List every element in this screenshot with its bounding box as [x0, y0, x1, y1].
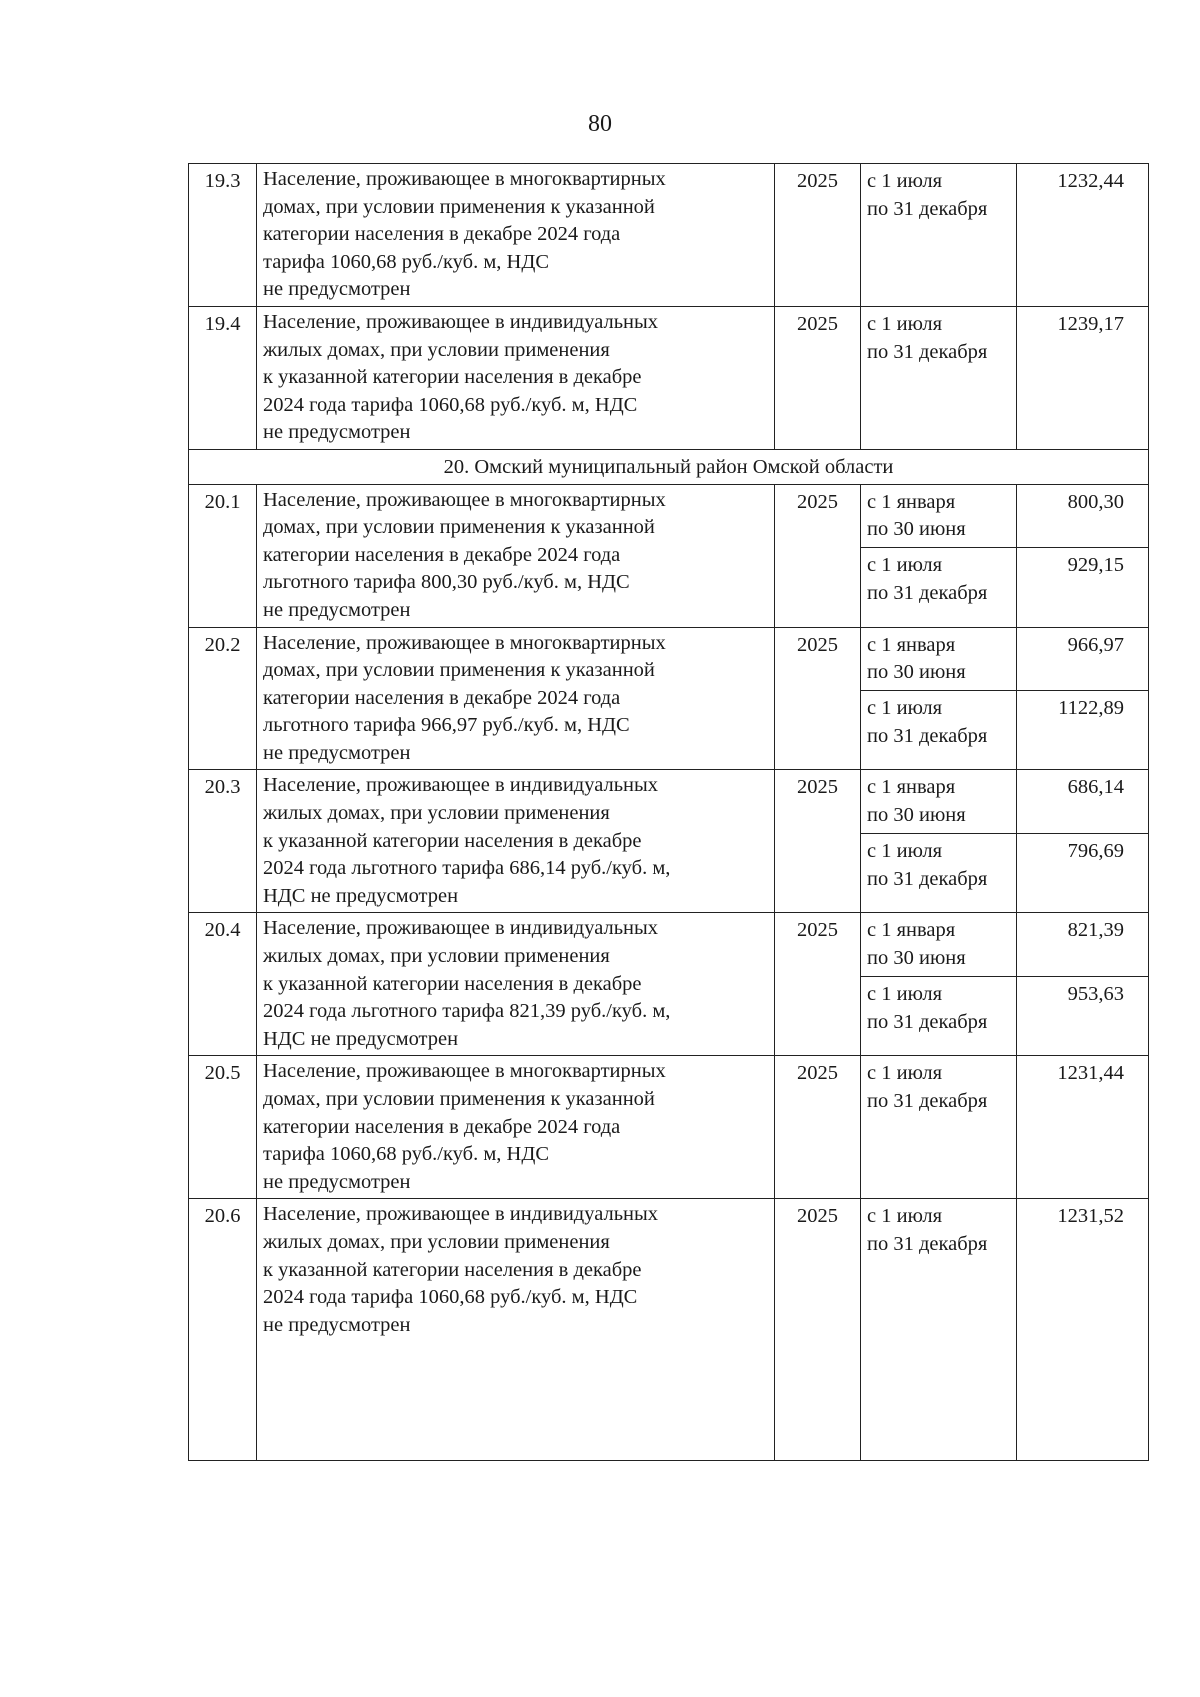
row-year: 2025	[775, 484, 861, 627]
row-period	[861, 306, 1017, 449]
table-row	[189, 913, 1149, 977]
description-line: 2024 года тарифа 1060,68 руб./куб. м, НДС	[263, 393, 638, 416]
period-from: с 1 июля	[867, 1062, 943, 1085]
row-number: 20.3	[189, 770, 257, 913]
row-description	[257, 770, 775, 913]
row-number: 19.4	[189, 306, 257, 449]
description-line: не предусмотрен	[263, 278, 411, 301]
description-line: не предусмотрен	[263, 421, 411, 444]
description-line: НДС не предусмотрен	[263, 1027, 459, 1050]
period-to: по 31 декабря	[867, 1232, 988, 1255]
row-year: 2025	[775, 164, 861, 307]
description-line: Население, проживающее в индивидуальных	[263, 774, 659, 797]
row-description	[257, 484, 775, 627]
row-year: 2025	[775, 306, 861, 449]
description-line: не предусмотрен	[263, 1313, 411, 1336]
description-line: не предусмотрен	[263, 741, 411, 764]
description-line: жилых домах, при условии применения	[263, 1230, 610, 1253]
row-period	[861, 627, 1017, 691]
description-line: категории населения в декабре 2024 года	[263, 223, 621, 246]
row-period	[861, 770, 1017, 834]
row-period	[861, 834, 1017, 913]
description-line: жилых домах, при условии применения	[263, 945, 610, 968]
description-line: жилых домах, при условии применения	[263, 802, 610, 825]
row-tariff-value: 796,69	[1017, 834, 1149, 913]
row-number: 20.1	[189, 484, 257, 627]
description-line: Население, проживающее в многоквартирных	[263, 168, 666, 190]
table-row	[189, 1199, 1149, 1461]
row-tariff-value: 800,30	[1017, 484, 1149, 548]
page-number: 80	[588, 111, 612, 137]
row-description	[257, 164, 775, 307]
period-from: с 1 января	[867, 919, 956, 942]
row-description	[257, 913, 775, 1056]
description-line: домах, при условии применения к указанной	[263, 659, 655, 682]
row-tariff-value: 953,63	[1017, 977, 1149, 1056]
period-from: с 1 января	[867, 490, 956, 513]
description-line: домах, при условии применения к указанной	[263, 1088, 655, 1110]
row-period	[861, 484, 1017, 548]
period-from: с 1 июля	[867, 554, 943, 577]
period-to: по 31 декабря	[867, 340, 988, 363]
description-line: домах, при условии применения к указанной	[263, 195, 655, 218]
table-body-b	[189, 484, 1149, 1461]
period-to: по 30 июня	[867, 661, 966, 684]
period-from: с 1 июля	[867, 312, 943, 335]
table-row	[189, 770, 1149, 834]
table-row	[189, 627, 1149, 691]
row-period	[861, 691, 1017, 770]
row-period	[861, 1056, 1017, 1199]
description-line: не предусмотрен	[263, 598, 411, 621]
row-number: 20.2	[189, 627, 257, 770]
description-line: жилых домах, при условии применения	[263, 338, 610, 361]
description-line: 2024 года льготного тарифа 686,14 руб./куб. м,	[263, 857, 671, 880]
row-period	[861, 164, 1017, 307]
description-line: Население, проживающее в индивидуальных	[263, 917, 659, 940]
table-row	[189, 306, 1149, 449]
description-line: к указанной категории населения в декабре	[263, 366, 642, 389]
period-from: с 1 января	[867, 633, 956, 656]
description-line: категории населения в декабре 2024 года	[263, 686, 621, 709]
period-from: с 1 января	[867, 776, 956, 799]
period-to: по 31 декабря	[867, 1090, 988, 1112]
description-line: домах, при условии применения к указанной	[263, 516, 655, 539]
section-title: 20. Омский муниципальный район Омской области	[189, 449, 1149, 484]
description-line: Население, проживающее в индивидуальных	[263, 310, 659, 333]
description-line: категории населения в декабре 2024 года	[263, 1115, 621, 1138]
period-to: по 31 декабря	[867, 197, 988, 220]
row-tariff-value: 966,97	[1017, 627, 1149, 691]
description-line: Население, проживающее в индивидуальных	[263, 1203, 659, 1226]
period-to: по 31 декабря	[867, 1010, 988, 1033]
row-tariff-value: 1232,44	[1017, 164, 1149, 307]
row-number: 19.3	[189, 164, 257, 307]
section-header-body	[189, 449, 1149, 484]
description-line: льготного тарифа 966,97 руб./куб. м, НДС	[263, 714, 630, 737]
description-line: не предусмотрен	[263, 1170, 411, 1193]
table-row	[189, 1056, 1149, 1199]
row-number: 20.6	[189, 1199, 257, 1461]
period-from: с 1 июля	[867, 697, 943, 720]
description-line: Население, проживающее в многоквартирных	[263, 631, 666, 654]
row-description	[257, 1056, 775, 1199]
description-line: 2024 года тарифа 1060,68 руб./куб. м, НДС	[263, 1286, 638, 1309]
table-row	[189, 164, 1149, 307]
row-tariff-value: 1122,89	[1017, 691, 1149, 770]
row-period	[861, 1199, 1017, 1461]
period-to: по 30 июня	[867, 947, 966, 970]
description-line: Население, проживающее в многоквартирных	[263, 1060, 666, 1083]
row-tariff-value: 686,14	[1017, 770, 1149, 834]
description-line: тарифа 1060,68 руб./куб. м, НДС	[263, 250, 550, 273]
row-year: 2025	[775, 627, 861, 770]
row-year: 2025	[775, 1199, 861, 1461]
row-number: 20.5	[189, 1056, 257, 1199]
period-from: с 1 июля	[867, 983, 943, 1006]
row-description	[257, 306, 775, 449]
row-period	[861, 913, 1017, 977]
row-tariff-value: 929,15	[1017, 548, 1149, 627]
description-line: 2024 года льготного тарифа 821,39 руб./куб. м,	[263, 1000, 671, 1023]
row-number: 20.4	[189, 913, 257, 1056]
row-period	[861, 977, 1017, 1056]
row-year: 2025	[775, 913, 861, 1056]
table-body-a	[189, 164, 1149, 450]
period-to: по 31 декабря	[867, 582, 988, 604]
tariff-table	[188, 163, 1149, 1461]
table-row	[189, 484, 1149, 548]
row-description	[257, 627, 775, 770]
description-line: к указанной категории населения в декабре	[263, 829, 642, 852]
row-year: 2025	[775, 770, 861, 913]
row-tariff-value: 1239,17	[1017, 306, 1149, 449]
row-tariff-value: 821,39	[1017, 913, 1149, 977]
description-line: тарифа 1060,68 руб./куб. м, НДС	[263, 1143, 550, 1166]
period-to: по 30 июня	[867, 518, 966, 541]
period-from: с 1 июля	[867, 170, 943, 192]
section-header-row	[189, 449, 1149, 484]
description-line: к указанной категории населения в декабре	[263, 1258, 642, 1281]
period-to: по 30 июня	[867, 804, 966, 827]
description-line: Население, проживающее в многоквартирных	[263, 488, 666, 511]
period-from: с 1 июля	[867, 840, 943, 863]
row-tariff-value: 1231,44	[1017, 1056, 1149, 1199]
period-to: по 31 декабря	[867, 867, 988, 890]
description-line: к указанной категории населения в декабре	[263, 972, 642, 995]
description-line: льготного тарифа 800,30 руб./куб. м, НДС	[263, 571, 630, 594]
row-period	[861, 548, 1017, 627]
row-tariff-value: 1231,52	[1017, 1199, 1149, 1461]
row-year: 2025	[775, 1056, 861, 1199]
period-to: по 31 декабря	[867, 724, 988, 747]
description-line: НДС не предусмотрен	[263, 884, 459, 907]
description-line: категории населения в декабре 2024 года	[263, 543, 621, 566]
row-description	[257, 1199, 775, 1461]
period-from: с 1 июля	[867, 1205, 943, 1228]
